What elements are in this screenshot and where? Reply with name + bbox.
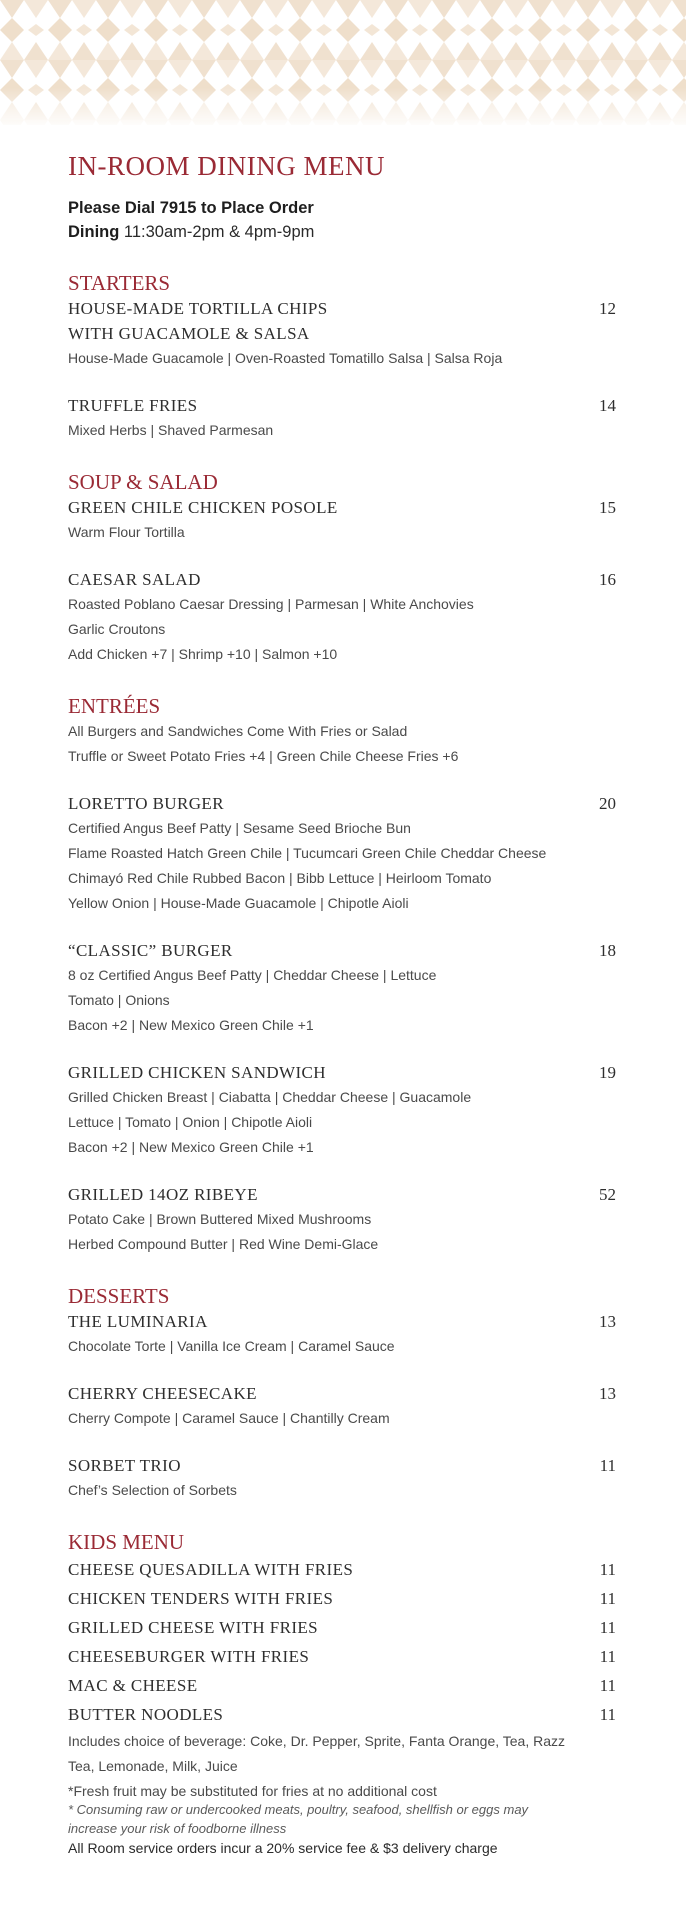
item-description: Bacon +2 | New Mexico Green Chile +1 <box>68 1017 314 1033</box>
item-description: Certified Angus Beef Patty | Sesame Seed Brioche Bun <box>68 820 411 836</box>
item-name: GRILLED CHICKEN SANDWICH <box>68 1063 326 1082</box>
item-name: TRUFFLE FRIES <box>68 396 198 415</box>
kids-note: *Fresh fruit may be substituted for fries at no additional cost <box>68 1783 437 1799</box>
service-fee-note: All Room service orders incur a 20% service fee & $3 delivery charge <box>68 1840 498 1856</box>
kids-note: Tea, Lemonade, Milk, Juice <box>68 1758 238 1774</box>
item-description: Potato Cake | Brown Buttered Mixed Mushrooms <box>68 1211 372 1227</box>
section-title-entrees: ENTRÉES <box>68 694 161 718</box>
item-price: 16 <box>599 570 616 589</box>
menu-item <box>68 1060 616 1160</box>
section-starters <box>68 270 616 443</box>
menu-item <box>68 1671 616 1700</box>
menu-item <box>68 1700 616 1729</box>
section-title-desserts: DESSERTS <box>68 1284 170 1308</box>
item-name: GREEN CHILE CHICKEN POSOLE <box>68 498 338 517</box>
section-note: Truffle or Sweet Potato Fries +4 | Green Chile Cheese Fries +6 <box>68 748 459 764</box>
item-name: GRILLED 14OZ RIBEYE <box>68 1185 258 1204</box>
item-price: 14 <box>599 396 616 415</box>
item-description: Cherry Compote | Caramel Sauce | Chantilly Cream <box>68 1410 390 1426</box>
item-name: CAESAR SALAD <box>68 570 201 589</box>
menu-item <box>68 791 616 916</box>
kids-note: Includes choice of beverage: Coke, Dr. Pepper, Sprite, Fanta Orange, Tea, Razz <box>68 1733 566 1749</box>
dial-instructions: Please Dial 7915 to Place Order <box>68 199 314 217</box>
menu-item <box>68 1182 616 1257</box>
health-disclaimer-line-2: increase your risk of foodborne illness <box>68 1821 287 1836</box>
item-name: HOUSE-MADE TORTILLA CHIPS <box>68 299 328 318</box>
item-description: Add Chicken +7 | Shrimp +10 | Salmon +10 <box>68 646 338 662</box>
item-price: 11 <box>599 1676 616 1695</box>
item-price: 19 <box>599 1063 616 1082</box>
item-name: CHEESEBURGER WITH FRIES <box>68 1647 310 1666</box>
section-desserts <box>68 1283 616 1503</box>
item-name: MAC & CHEESE <box>68 1676 198 1695</box>
item-price: 11 <box>599 1589 616 1608</box>
item-description: House-Made Guacamole | Oven-Roasted Tomatillo Salsa | Salsa Roja <box>68 350 503 366</box>
dining-hours-value: 11:30am-2pm & 4pm-9pm <box>123 223 315 241</box>
item-name: LORETTO BURGER <box>68 794 224 813</box>
section-title-soup-salad: SOUP & SALAD <box>68 470 218 494</box>
item-name: SORBET TRIO <box>68 1456 181 1475</box>
section-entrees <box>68 693 616 1257</box>
menu-item <box>68 1309 616 1359</box>
footer <box>68 1800 628 1858</box>
dining-hours <box>68 220 616 244</box>
menu-content <box>68 140 616 1804</box>
item-name: CHICKEN TENDERS WITH FRIES <box>68 1589 334 1608</box>
menu-item <box>68 1555 616 1584</box>
item-description: Chef’s Selection of Sorbets <box>68 1482 237 1498</box>
item-description: Tomato | Onions <box>68 992 170 1008</box>
menu-item <box>68 1453 616 1503</box>
menu-item <box>68 1642 616 1671</box>
menu-item <box>68 567 616 667</box>
item-name: CHERRY CHEESECAKE <box>68 1384 257 1403</box>
item-price: 13 <box>599 1384 616 1403</box>
item-price: 11 <box>599 1705 616 1724</box>
item-name: CHEESE QUESADILLA WITH FRIES <box>68 1560 354 1579</box>
item-price: 15 <box>599 498 616 517</box>
item-description: Mixed Herbs | Shaved Parmesan <box>68 422 274 438</box>
item-price: 52 <box>599 1185 616 1204</box>
menu-item <box>68 296 616 371</box>
item-name: “CLASSIC” BURGER <box>68 941 233 960</box>
item-description: Grilled Chicken Breast | Ciabatta | Cheddar Cheese | Guacamole <box>68 1089 472 1105</box>
item-price: 11 <box>599 1618 616 1637</box>
item-price: 13 <box>599 1312 616 1331</box>
menu-item <box>68 938 616 1038</box>
item-name-line-2: WITH GUACAMOLE & SALSA <box>68 324 310 343</box>
decorative-pattern-banner <box>0 0 686 125</box>
item-description: Bacon +2 | New Mexico Green Chile +1 <box>68 1139 314 1155</box>
item-price: 11 <box>599 1560 616 1579</box>
item-price: 20 <box>599 794 616 813</box>
item-price: 11 <box>599 1647 616 1666</box>
item-name: THE LUMINARIA <box>68 1312 208 1331</box>
section-soup-salad <box>68 469 616 667</box>
item-description: Chocolate Torte | Vanilla Ice Cream | Caramel Sauce <box>68 1338 395 1354</box>
menu-item <box>68 1584 616 1613</box>
item-description: Yellow Onion | House-Made Guacamole | Chipotle Aioli <box>68 895 409 911</box>
item-name: GRILLED CHEESE WITH FRIES <box>68 1618 319 1637</box>
menu-item <box>68 1381 616 1431</box>
section-kids <box>68 1529 616 1804</box>
menu-item <box>68 495 616 545</box>
item-description: Lettuce | Tomato | Onion | Chipotle Aioli <box>68 1114 313 1130</box>
item-description: Garlic Croutons <box>68 621 166 637</box>
item-description: Roasted Poblano Caesar Dressing | Parmesan | White Anchovies <box>68 596 474 612</box>
section-title-kids: KIDS MENU <box>68 1530 185 1554</box>
item-price: 12 <box>599 299 616 318</box>
item-description: Warm Flour Tortilla <box>68 524 185 540</box>
item-price: 11 <box>599 1456 616 1475</box>
item-description: Herbed Compound Butter | Red Wine Demi-Glace <box>68 1236 379 1252</box>
health-disclaimer: * Consuming raw or undercooked meats, poultry, seafood, shellfish or eggs may <box>68 1802 529 1817</box>
section-note: All Burgers and Sandwiches Come With Fries or Salad <box>68 723 408 739</box>
dining-label: Dining <box>68 223 120 241</box>
item-description: Flame Roasted Hatch Green Chile | Tucumcari Green Chile Cheddar Cheese <box>68 845 547 861</box>
menu-item <box>68 393 616 443</box>
item-price: 18 <box>599 941 616 960</box>
menu-item <box>68 1613 616 1642</box>
section-title-starters: STARTERS <box>68 271 171 295</box>
item-description: Chimayó Red Chile Rubbed Bacon | Bibb Lettuce | Heirloom Tomato <box>68 870 492 886</box>
item-description: 8 oz Certified Angus Beef Patty | Cheddar Cheese | Lettuce <box>68 967 437 983</box>
menu-title: IN-ROOM DINING MENU <box>68 151 385 181</box>
item-name: BUTTER NOODLES <box>68 1705 224 1724</box>
